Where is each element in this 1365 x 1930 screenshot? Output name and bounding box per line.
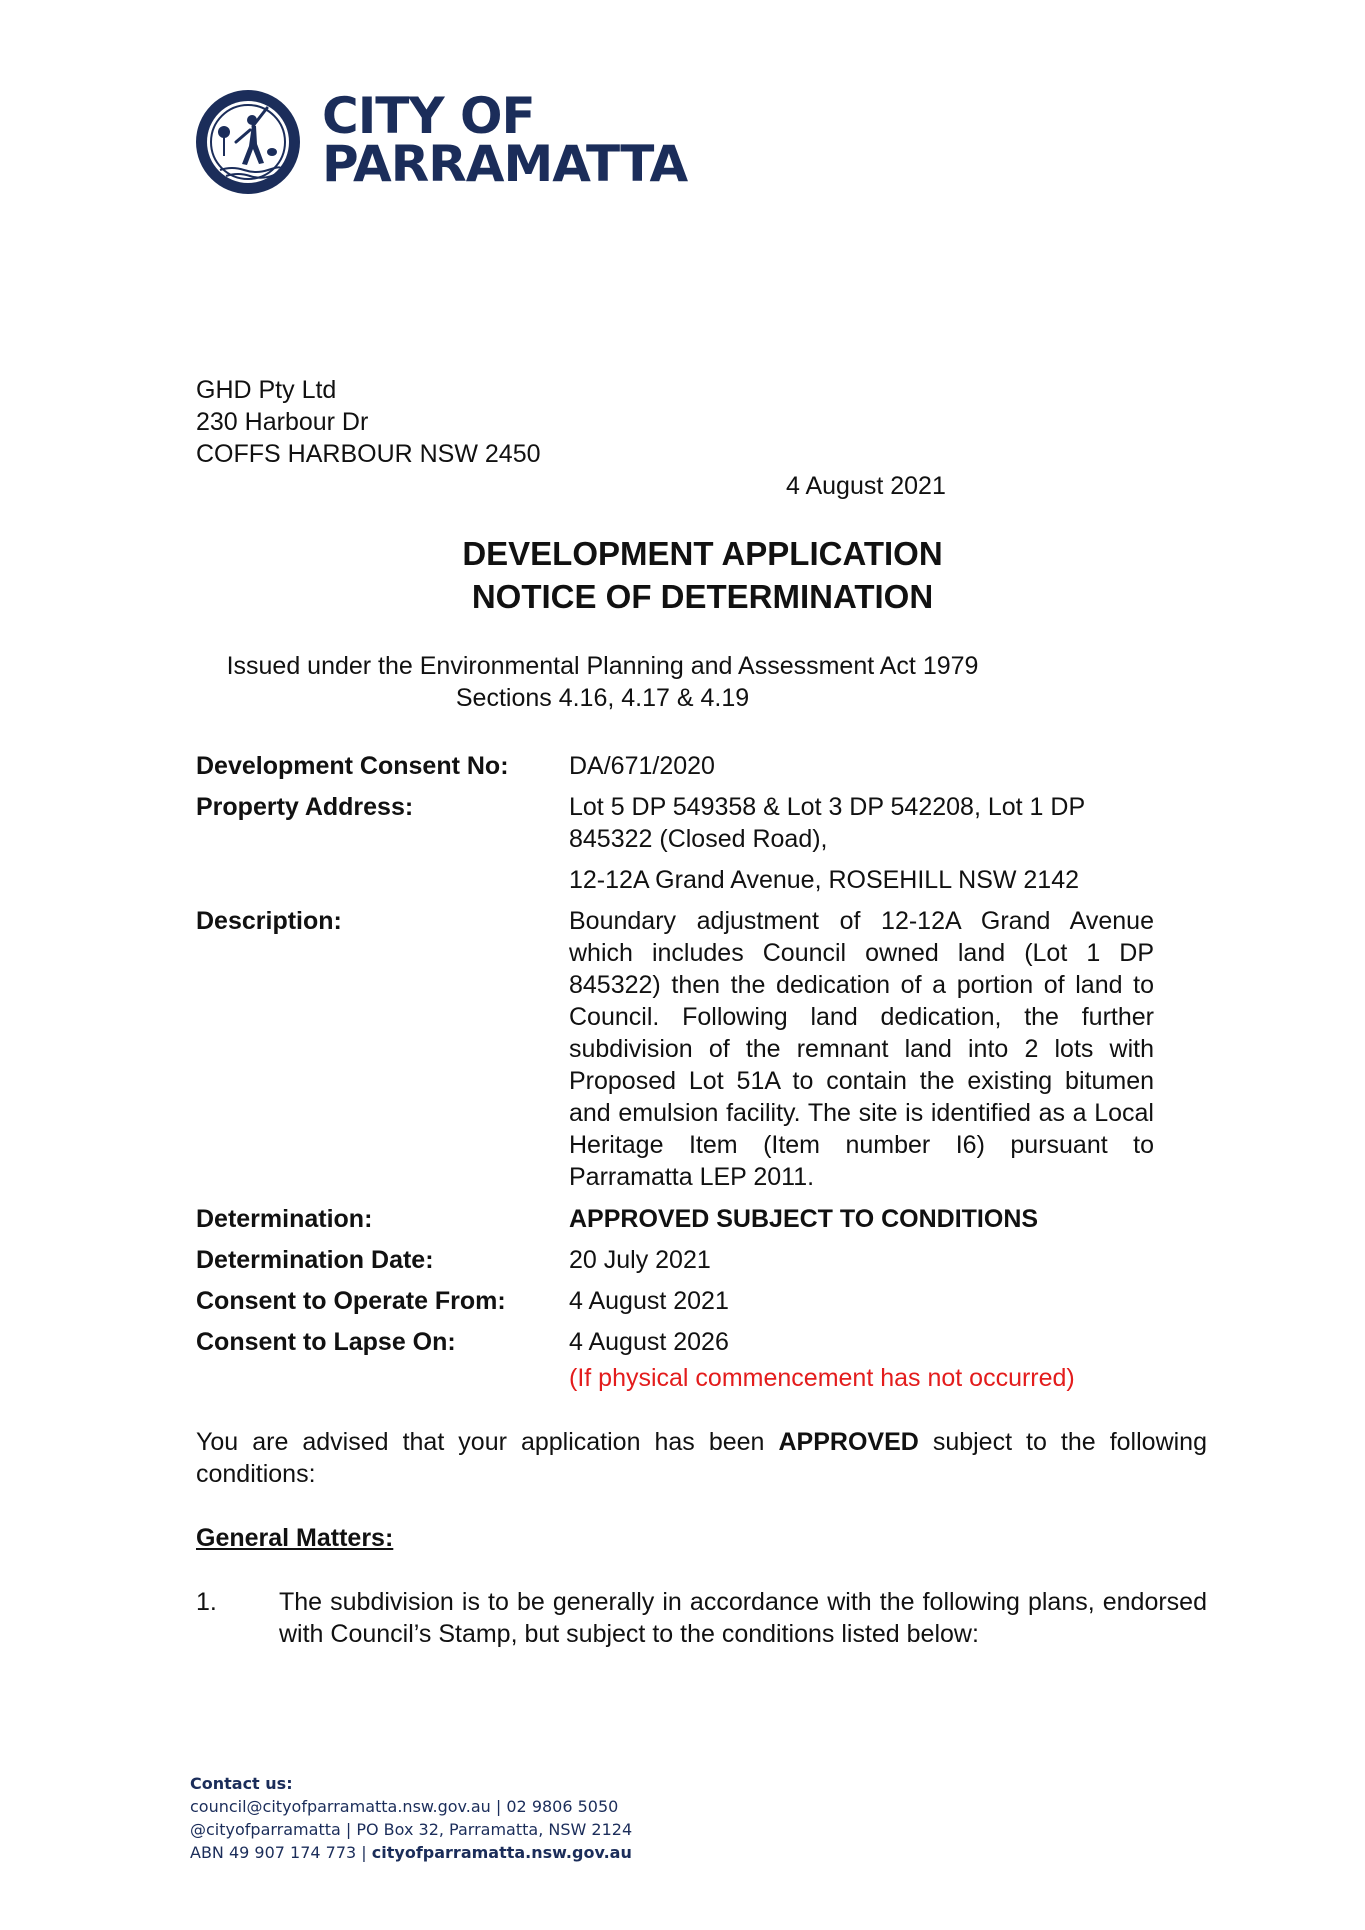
condition-text: The subdivision is to be generally in accordance with the following plans, endorsed with Council’s Stamp, but subject to the conditions listed below: bbox=[279, 1588, 1207, 1648]
determination-date-label: Determination Date: bbox=[196, 1246, 434, 1274]
council-seal-icon bbox=[192, 86, 304, 198]
advice-text-after: subject to the following conditions: bbox=[196, 1428, 1207, 1488]
contact-abn: ABN 49 907 174 773 | bbox=[190, 1843, 372, 1862]
letter-date: 4 August 2021 bbox=[786, 472, 946, 500]
contact-line-1: council@cityofparramatta.nsw.gov.au | 02 9806 5050 bbox=[190, 1797, 619, 1816]
contact-line-2: @cityofparramatta | PO Box 32, Parramatta, NSW 2124 bbox=[190, 1820, 633, 1839]
document-title-line-2: NOTICE OF DETERMINATION bbox=[471, 578, 934, 615]
general-matters-heading: General Matters: bbox=[196, 1524, 394, 1552]
property-address-line-2: 12-12A Grand Avenue, ROSEHILL NSW 2142 bbox=[569, 866, 1080, 894]
issued-under-line-1: Issued under the Environmental Planning and Assessment Act 1979 bbox=[226, 652, 979, 680]
lapse-on-label: Consent to Lapse On: bbox=[196, 1328, 456, 1356]
contact-footer bbox=[190, 1772, 632, 1864]
determination-value: APPROVED SUBJECT TO CONDITIONS bbox=[569, 1205, 1039, 1233]
recipient-line-3: COFFS HARBOUR NSW 2450 bbox=[196, 440, 541, 468]
recipient-line-1: GHD Pty Ltd bbox=[196, 376, 337, 404]
consent-no-value: DA/671/2020 bbox=[569, 752, 715, 780]
council-name bbox=[322, 87, 688, 193]
contact-heading: Contact us: bbox=[190, 1774, 293, 1793]
recipient-line-2: 230 Harbour Dr bbox=[196, 408, 369, 436]
advice-text-before: You are advised that your application has been bbox=[196, 1428, 779, 1456]
property-address-label: Property Address: bbox=[196, 793, 414, 821]
description-label: Description: bbox=[196, 907, 342, 935]
logo-line-1: CITY OF bbox=[322, 87, 535, 145]
consent-no-label: Development Consent No: bbox=[196, 752, 509, 780]
lapse-on-value: 4 August 2026 bbox=[569, 1328, 729, 1356]
advice-text-bold: APPROVED bbox=[778, 1428, 919, 1456]
contact-website: cityofparramatta.nsw.gov.au bbox=[371, 1843, 632, 1862]
determination-label: Determination: bbox=[196, 1205, 373, 1233]
determination-date-value: 20 July 2021 bbox=[569, 1246, 711, 1274]
operate-from-label: Consent to Operate From: bbox=[196, 1287, 506, 1315]
logo-line-2: PARRAMATTA bbox=[322, 135, 688, 193]
operate-from-value: 4 August 2021 bbox=[569, 1287, 729, 1315]
lapse-note: (If physical commencement has not occurred) bbox=[569, 1364, 1075, 1392]
property-address-line-1: Lot 5 DP 549358 & Lot 3 DP 542208, Lot 1 DP 845322 (Closed Road), bbox=[569, 793, 1085, 853]
condition-number: 1. bbox=[196, 1588, 217, 1616]
council-logo bbox=[192, 86, 688, 206]
document-title-line-1: DEVELOPMENT APPLICATION bbox=[462, 535, 943, 572]
issued-under-line-2: Sections 4.16, 4.17 & 4.19 bbox=[455, 684, 750, 712]
approval-advice bbox=[196, 1426, 1207, 1490]
description-value: Boundary adjustment of 12-12A Grand Avenue which includes Council owned land (Lot 1 DP 845322) then the dedication of a portion of land to Council. Following land dedication, the further subdivision of the remnant land into 2 lots with Proposed Lot 51A to contain the existing bitumen and emulsion facility. The site is identified as a Local Heritage Item (Item number I6) pursuant to Parramatta LEP 2011. bbox=[569, 907, 1154, 1191]
contact-line-3 bbox=[190, 1841, 632, 1864]
recipient-address bbox=[196, 374, 541, 470]
